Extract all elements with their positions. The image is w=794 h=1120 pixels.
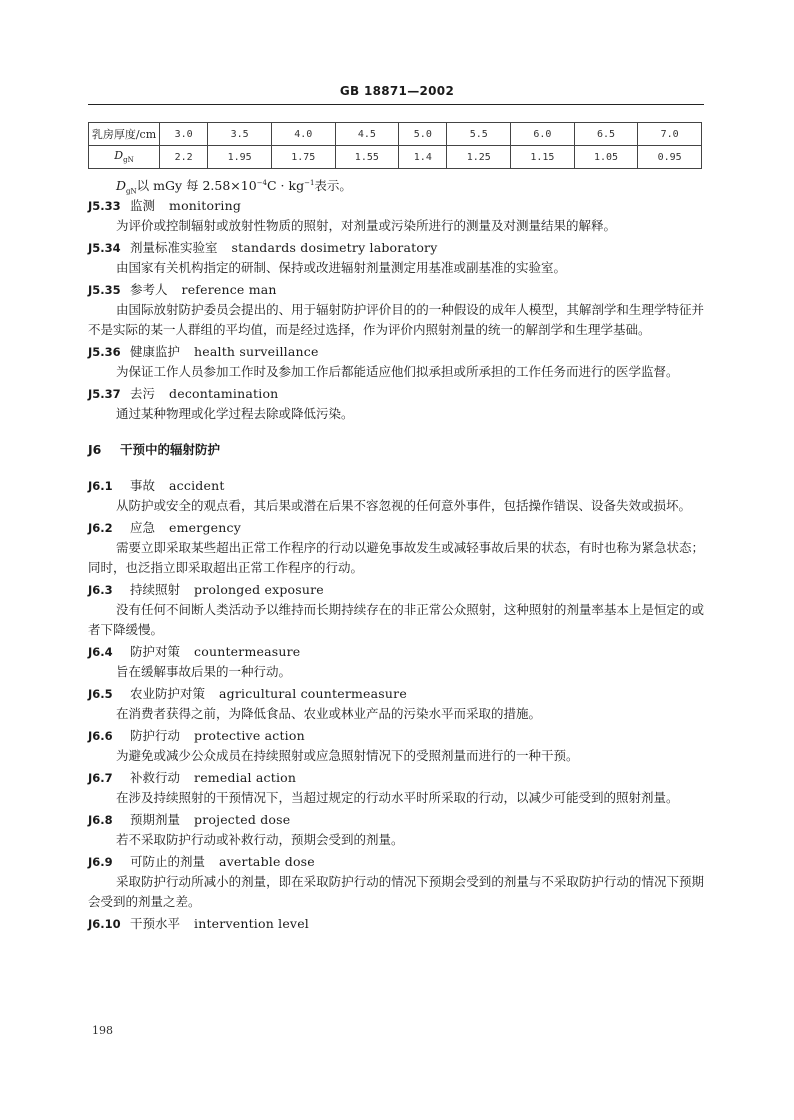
table-cell: 7.0 [638,123,702,146]
row-label-dgn: $D_{gN}$ [89,146,160,169]
term-number: J6.4 [88,645,113,659]
term-chinese: 健康监护 [130,344,181,359]
term-chinese: 事故 [130,478,156,493]
term-english: health surveillance [194,344,319,359]
term-heading [88,196,704,216]
table-note: $D_{gN}$以 mGy 每 $2.58\times 10^{-4}C \cdot kg^{-1}$表示。 [116,178,352,196]
term-definition: 为保证工作人员参加工作时及参加工作后都能适应他们拟承担或所承担的工作任务而进行的医学监督。 [116,364,679,379]
term-english: monitoring [169,198,242,213]
term-definition: 没有任何不间断人类活动予以维持而长期持续存在的非正常公众照射，这种照射的剂量率基本上是恒定的或者下降缓慢。 [88,602,704,637]
header-rule [88,104,704,105]
table-cell: 4.0 [271,123,335,146]
term-chinese: 预期剂量 [130,812,181,827]
term-number: J6.5 [88,687,113,701]
term-heading [88,726,704,746]
term-entry [88,384,704,424]
term-definition: 由国际放射防护委员会提出的、用于辐射防护评价目的的一种假设的成年人模型，其解剖学和生理学特征并不是实际的某一人群组的平均值，而是经过选择，作为评价内照射剂量的统一的解剖学和生理学基础。 [88,302,704,337]
term-english: agricultural countermeasure [219,686,407,701]
table-cell: 1.55 [335,146,399,169]
term-chinese: 可防止的剂量 [130,854,206,869]
term-entry [88,196,704,236]
term-number: J5.36 [88,345,121,359]
table-cell: 5.5 [447,123,511,146]
term-chinese: 农业防护对策 [130,686,206,701]
term-definition: 由国家有关机构指定的研制、保持或改进辐射剂量测定用基准或副基准的实验室。 [116,260,567,275]
term-english: remedial action [194,770,297,785]
term-chinese: 持续照射 [130,582,181,597]
term-english: prolonged exposure [194,582,324,597]
term-entry [88,914,704,934]
table-cell: 1.25 [447,146,511,169]
term-heading [88,518,704,538]
table-cell: 4.5 [335,123,399,146]
term-entry [88,852,704,912]
term-english: decontamination [169,386,279,401]
term-english: accident [169,478,225,493]
term-english: avertable dose [219,854,315,869]
term-english: reference man [181,282,277,297]
table-row [89,146,702,169]
term-heading [88,280,704,300]
term-english: intervention level [194,916,309,931]
term-chinese: 监测 [130,198,156,213]
term-definition: 在消费者获得之前，为降低食品、农业或林业产品的污染水平而采取的措施。 [116,706,542,721]
term-heading [88,580,704,600]
term-entry [88,684,704,724]
term-entry [88,810,704,850]
term-definition: 为避免或减少公众成员在持续照射或应急照射情况下的受照剂量而进行的一种干预。 [116,748,579,763]
table-cell: 1.95 [208,146,272,169]
term-heading [88,642,704,662]
term-english: projected dose [194,812,291,827]
term-definition: 旨在缓解事故后果的一种行动。 [116,664,292,679]
section-title: 干预中的辐射防护 [120,442,221,457]
term-entry [88,768,704,808]
term-chinese: 防护行动 [130,728,181,743]
term-number: J6.10 [88,917,121,931]
document-body [88,172,704,934]
term-entry [88,476,704,516]
table-cell: 6.0 [511,123,575,146]
table-cell: 3.0 [160,123,208,146]
table-row [89,123,702,146]
term-entry [88,580,704,640]
term-heading [88,476,704,496]
table-cell: 2.2 [160,146,208,169]
term-definition: 在涉及持续照射的干预情况下，当超过规定的行动水平时所采取的行动，以减少可能受到的照射剂量。 [116,790,679,805]
table-cell: 1.15 [511,146,575,169]
term-entry [88,518,704,578]
document-code: GB 18871—2002 [339,84,455,98]
table-cell: 0.95 [638,146,702,169]
term-chinese: 应急 [130,520,156,535]
term-heading [88,810,704,830]
term-number: J6.9 [88,855,113,869]
term-heading [88,384,704,404]
breast-thickness-table [88,122,702,169]
term-chinese: 去污 [130,386,156,401]
term-entry [88,726,704,766]
term-number: J5.33 [88,199,121,213]
term-entry [88,642,704,682]
term-heading [88,852,704,872]
term-chinese: 剂量标准实验室 [130,240,218,255]
page-number: 198 [92,1024,113,1037]
term-definition: 从防护或安全的观点看，其后果或潜在后果不容忽视的任何意外事件，包括操作错误、设备失效或损坏。 [116,498,692,513]
table-cell: 1.4 [399,146,447,169]
term-list-j5 [88,196,704,424]
term-number: J6.2 [88,521,113,535]
term-heading [88,684,704,704]
term-entry [88,342,704,382]
term-heading [88,914,704,934]
term-heading [88,238,704,258]
term-english: countermeasure [194,644,301,659]
term-number: J6.8 [88,813,113,827]
term-english: standards dosimetry laboratory [231,240,438,255]
section-number: J6 [88,442,102,457]
table-cell: 1.05 [574,146,638,169]
term-number: J6.3 [88,583,113,597]
term-chinese: 防护对策 [130,644,181,659]
term-chinese: 参考人 [130,282,168,297]
table-cell: 3.5 [208,123,272,146]
term-english: protective action [194,728,305,743]
term-chinese: 补救行动 [130,770,181,785]
term-number: J5.37 [88,387,121,401]
term-number: J6.7 [88,771,113,785]
row-label-thickness: 乳房厚度/cm [89,123,160,146]
term-number: J6.6 [88,729,113,743]
term-number: J5.35 [88,283,121,297]
term-list-j6 [88,476,704,934]
term-definition: 需要立即采取某些超出正常工作程序的行动以避免事故发生或减轻事故后果的状态，有时也称为紧急状态；同时，也泛指立即采取超出正常工作程序的行动。 [88,540,704,575]
term-definition: 为评价或控制辐射或放射性物质的照射，对剂量或污染所进行的测量及对测量结果的解释。 [116,218,617,233]
term-definition: 通过某种物理或化学过程去除或降低污染。 [116,406,354,421]
term-heading [88,768,704,788]
term-number: J5.34 [88,241,121,255]
term-entry [88,280,704,340]
term-definition: 采取防护行动所减小的剂量，即在采取防护行动的情况下预期会受到的剂量与不采取防护行动的情况下预期会受到的剂量之差。 [88,874,704,909]
term-definition: 若不采取防护行动或补救行动，预期会受到的剂量。 [116,832,404,847]
section-heading [88,440,704,460]
term-chinese: 干预水平 [130,916,181,931]
term-english: emergency [169,520,241,535]
term-entry [88,238,704,278]
term-number: J6.1 [88,479,113,493]
table-cell: 6.5 [574,123,638,146]
table-cell: 1.75 [271,146,335,169]
table-cell: 5.0 [399,123,447,146]
term-heading [88,342,704,362]
